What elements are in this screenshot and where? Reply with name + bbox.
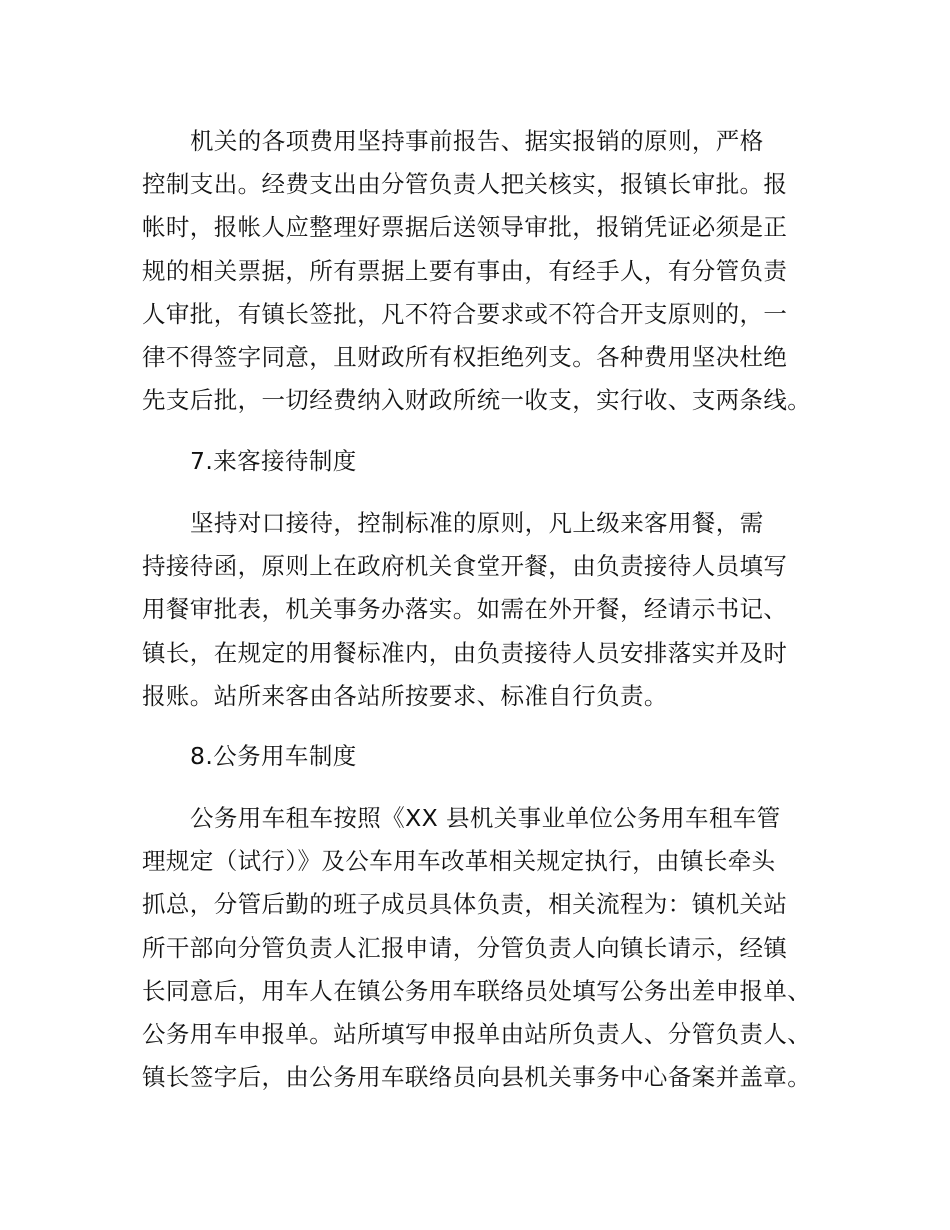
paragraph-line: 镇长，在规定的用餐标准内，由负责接待人员安排落实并及时 [142,638,788,667]
paragraph-line: 理规定（试行）》及公车用车改革相关规定执行，由镇长牵头 [142,847,776,876]
paragraph-line: 控制支出。经费支出由分管负责人把关核实，报镇长审批。报 [142,170,788,199]
paragraph-official-vehicles [142,797,842,1099]
paragraph-line: 镇长签字后，由公务用车联络员向县机关事务中心备案并盖章。 [142,1063,812,1092]
paragraph-line: 抓总，分管后勤的班子成员具体负责，相关流程为：镇机关站 [142,890,788,919]
paragraph-line: 用餐审批表，机关事务办落实。如需在外开餐，经请示书记、 [142,595,788,624]
paragraph-line: 公务用车申报单。站所填写申报单由站所负责人、分管负责人、 [142,1019,812,1048]
section-heading-reception: 7.来客接待制度 [190,447,357,475]
paragraph-line: 律不得签字同意，且财政所有权拒绝列支。各种费用坚决杜绝 [142,342,788,371]
paragraph-expense-control [142,120,842,422]
paragraph-line: 公务用车租车按照《XX 县机关事业单位公务用车租车管 [190,804,781,832]
paragraph-line: 坚持对口接待，控制标准的原则，凡上级来客用餐，需 [190,509,764,537]
paragraph-line: 机关的各项费用坚持事前报告、据实报销的原则，严格 [190,127,764,155]
paragraph-line: 规的相关票据，所有票据上要有事由，有经手人，有分管负责 [142,256,788,285]
paragraph-reception [142,502,842,718]
paragraph-line: 持接待函，原则上在政府机关食堂开餐，由负责接待人员填写 [142,552,788,581]
paragraph-line: 先支后批，一切经费纳入财政所统一收支，实行收、支两条线。 [142,386,812,415]
paragraph-line: 帐时，报帐人应整理好票据后送领导审批，报销凭证必须是正 [142,213,788,242]
paragraph-line: 人审批，有镇长签批，凡不符合要求或不符合开支原则的，一 [142,299,788,328]
paragraph-line: 报账。站所来客由各站所按要求、标准自行负责。 [142,681,668,710]
paragraph-line: 长同意后，用车人在镇公务用车联络员处填写公务出差申报单、 [142,976,812,1005]
paragraph-line: 所干部向分管负责人汇报申请，分管负责人向镇长请示，经镇 [142,933,788,962]
section-heading-official-vehicles: 8.公务用车制度 [190,742,357,770]
